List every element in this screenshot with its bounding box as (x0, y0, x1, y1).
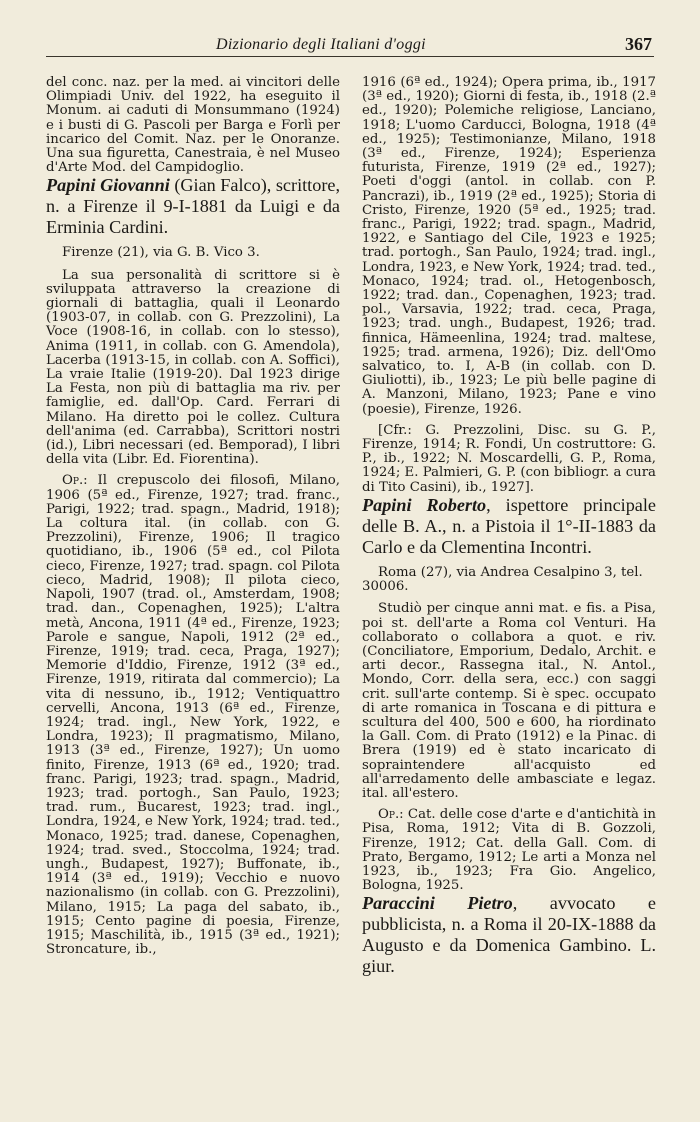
works-label: Op.: (378, 807, 404, 823)
entry-heading-text: , avvocato e pubblicista, n. a Roma il 20-IX-1888 da Augusto e da Domenica Gambino. L. giur. (362, 893, 657, 977)
entry-works (362, 808, 656, 893)
continued-entry-text: del conc. naz. per la med. ai vincitori delle Olimpiadi Univ. del 1922, ha eseguito il Monum. ai caduti di Monsummano (1924) e i busti di G. Pascoli per Barga e Forlì per incarico del Comit. Naz. per le Onoranze. Una sua figuretta, Canestraia, è nel Museo d'Arte Mod. del Campidoglio. (46, 75, 340, 176)
left-column (46, 76, 340, 957)
works-label: Op.: (62, 473, 88, 489)
entry-references: [Cfr.: G. Prezzolini, Disc. su G. P., Firenze, 1914; R. Fondi, Un costruttore: G. P., ib., 1922; N. Moscardelli, G. P., Roma, 1924; E. Palmieri, G. P. (con bibliogr. a cura di Tito Casini), ib., 1927]. (362, 422, 656, 495)
entry-heading-text: , ispettore principale delle B. A., n. a Pistoia il 1°-II-1883 da Carlo e da Clementina Incontri. (362, 494, 656, 557)
entry-name: Papini Giovanni (46, 175, 170, 196)
entry-heading-papini-roberto (362, 495, 656, 558)
works-text: Cat. delle cose d'arte e d'antichità in Pisa, Roma, 1912; Vita di B. Gozzoli, Firenze, 1912; Cat. della Gall. Com. di Prato, Bergamo, 1912; Le arti a Monza nel 1923, ib., 1923; Fra Gio. Angelico, Bologna, 1925. (362, 807, 656, 894)
running-header (46, 32, 654, 57)
entry-works (46, 474, 340, 957)
entry-biography: La sua personalità di scrittore si è sviluppata attraverso la creazione di giornali di battaglia, quali il Leonardo (1903-07, in collab. con G. Prezzolini), La Voce (1908-16, in collab. con lo stesso), Anima (1911, in collab. con G. Amendola), Lacerba (1913-15, in collab. con A. Soffici), La vraie Italie (1919-20). Dal 1923 dirige La Festa, non più di battaglia ma riv. per famiglie, ed. dall'Op. Card. Ferrari di Milano. Ha diretto poi le collez. Cultura dell'anima (ed. Carrabba), Scrittori nostri (id.), Libri necessari (ed. Bemporad), I libri della vita (Libr. Ed. Fiorentina). (46, 267, 340, 468)
page-number: 367 (625, 34, 652, 54)
continued-works-text: 1916 (6ª ed., 1924); Opera prima, ib., 1917 (3ª ed., 1920); Giorni di festa, ib., 1918 (2.ª ed., 1920); Polemiche religiose, Lanciano, 1918; L'uomo Carducci, Bologna, 1918 (4ª ed., 1925); Testimonianze, Milano, 1918 (3ª ed., Firenze, 1924); Esperienza futurista, Firenze, 1919 (2ª ed., 1927); Poeti d'oggi (antol. in collab. con P. Pancrazi), ib., 1919 (2ª ed., 1925); Storia di Cristo, Firenze, 1920 (5ª ed., 1925; trad. franc., Parigi, 1922; trad. spagn., Madrid, 1922, e Santiago del Cile, 1923 e 1925; trad. portogh., San Paulo, 1924; trad. ingl., Londra, 1923, e New York, 1924; trad. ted., Monaco, 1924; trad. ol., Hetogenbosch, 1922; trad. dan., Copenaghen, 1923; trad. pol., Varsavia, 1922; trad. ceca, Praga, 1923; trad. ungh., Budapest, 1926; trad. finnica, Hämeenlina, 1924; trad. maltese, 1925; trad. armena, 1926); Diz. dell'Omo salvatico, to. I, A-B (in collab. con D. Giuliotti), ib., 1923; Le più belle pagine di A. Manzoni, Milano, 1923; Pane e vino (poesie), Firenze, 1926. (362, 75, 656, 417)
entry-biography: Studiò per cinque anni mat. e fis. a Pisa, poi st. dell'arte a Roma col Venturi. Ha collaborato o collabora a quot. e riv. (Conciliatore, Emporium, Dedalo, Archit. e arti decor., Rassegna ital., N. Antol., Mondo, Corr. della sera, ecc.) con saggi crit. sull'arte contemp. Si è spec. occupato di arte romanica in Toscana e di pittura e scultura del 400, 500 e 600, ha riordinato la Gall. Com. di Prato (1912) e la Pinac. di Brera (1919) ed è stato incaricato di sopraintendere all'acquisto ed all'arredamento delle ambasciate e legaz. ital. all'estero. (362, 601, 656, 801)
entry-address: Firenze (21), via G. B. Vico 3. (62, 245, 260, 261)
entry-name: Paraccini Pietro (362, 893, 513, 914)
entry-name: Papini Roberto (362, 494, 487, 515)
entry-heading-papini-giovanni (46, 175, 340, 238)
running-title: Dizionario degli Italiani d'oggi (216, 36, 426, 53)
works-text: Il crepuscolo dei filosofi, Milano, 1906 (5ª ed., Firenze, 1927; trad. franc., Parigi, 1922; trad. spagn., Madrid, 1918); La coltura ital. (in collab. con G. Prezzolini), Firenze, 1906; Il tragico quotidiano, ib., 1906 (5ª ed., col Pilota cieco, Firenze, 1927; trad. spagn. col Pilota cieco, Madrid, 1908); Il pilota cieco, Napoli, 1907 (trad. ol., Amsterdam, 1908; trad. dan., Copenaghen, 1925); L'altra metà, Ancona, 1911 (4ª ed., Firenze, 1923; Parole e sangue, Napoli, 1912 (2ª ed., Firenze, 1919; trad. ceca, Praga, 1927); Memorie d'Iddio, Firenze, 1912 (3ª ed., Firenze, 1919, ritirata dal commercio); La vita di nessuno, ib., 1912; Ventiquattro cervelli, Ancona, 1913 (6ª ed., Firenze, 1924; trad. ingl., New York, 1922, e Londra, 1923); Il pragmatismo, Milano, 1913 (3ª ed., Firenze, 1927); Un uomo finito, Firenze, 1913 (6ª ed., 1920; trad. franc. Parigi, 1923; trad. spagn., Madrid, 1923; trad. portogh., San Paulo, 1923; trad. rum., Bucarest, 1923; trad. ingl., Londra, 1924, e New York, 1924; trad. ted., Monaco, 1925; trad. danese, Copenaghen, 1924; trad. sved., Stoccolma, 1924; trad. ungh., Budapest, 1927); Buffonate, ib., 1914 (3ª ed., 1919); Vecchio e nuovo nazionalismo (in collab. con G. Prezzolini), Milano, 1915; La paga del sabato, ib., 1915; Cento pagine di poesia, Firenze, 1915; Maschilità, ib., 1915 (3ª ed., 1921); Stroncature, ib., (46, 473, 340, 958)
right-column (362, 76, 656, 977)
entry-address: Roma (27), via Andrea Cesalpino 3, tel. 30006. (362, 564, 643, 595)
entry-heading-text: (Gian Falco), scrittore, n. a Firenze il 9-I-1881 da Luigi e da Erminia Cardini. (46, 175, 340, 238)
entry-heading-paraccini-pietro (362, 893, 656, 977)
